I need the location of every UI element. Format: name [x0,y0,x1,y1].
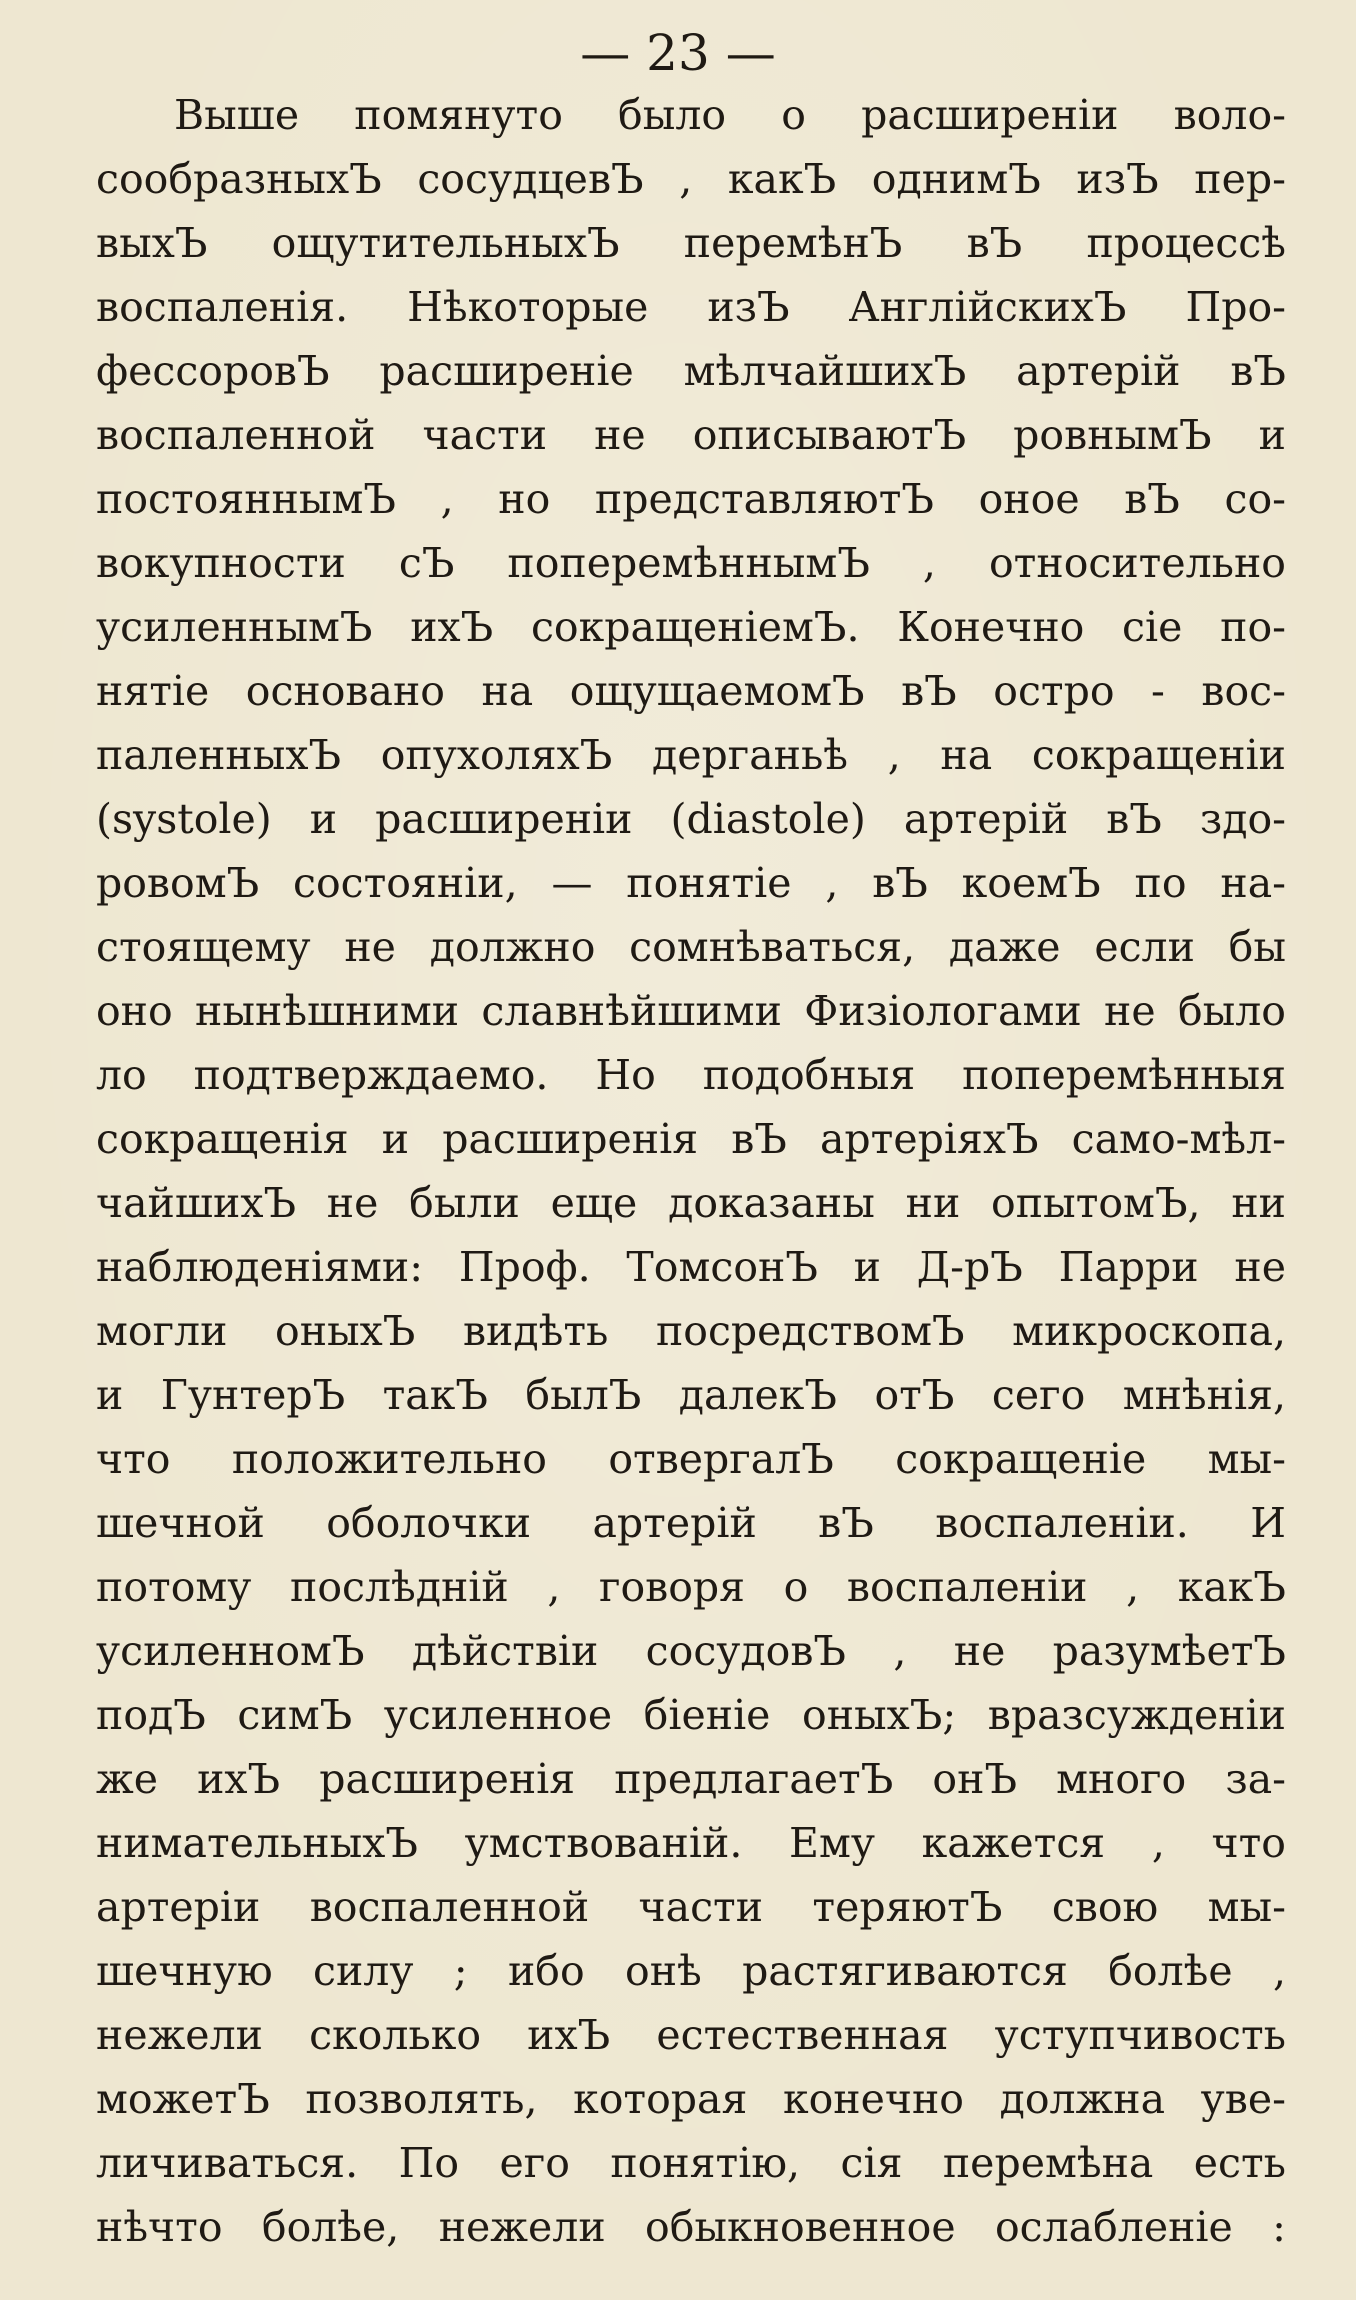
text-line: нежели сколько ихЪ естественная уступчивость [96,2011,1286,2059]
text-line: и ГунтерЪ такЪ былЪ далекЪ отЪ сего мнѣнія, [96,1371,1286,1419]
text-line: сокращенія и расширенія вЪ артеріяхЪ само-мѣл- [96,1115,1286,1163]
text-line: стоящему не должно сомнѣваться, даже если бы [96,923,1286,971]
text-line: сообразныхЪ сосудцевЪ , какЪ однимЪ изЪ пер- [96,155,1286,203]
text-line: нѣчто болѣе, нежели обыкновенное ослабленіе : [96,2203,1286,2251]
text-line: фессоровЪ расширеніе мѣлчайшихЪ артерій вЪ [96,347,1286,395]
text-line: артеріи воспаленной части теряютЪ свою мы- [96,1883,1286,1931]
text-line: выхЪ ощутительныхЪ перемѣнЪ вЪ процессѣ [96,219,1286,267]
text-line: воспаленной части не описываютЪ ровнымЪ и [96,411,1286,459]
body-text [96,83,1286,2259]
text-line: личиваться. По его понятію, сія перемѣна есть [96,2139,1286,2187]
text-line: можетЪ позволять, которая конечно должна уве- [96,2075,1286,2123]
text-line: (systole) и расширеніи (diastole) артерій вЪ здо- [96,795,1286,843]
text-line: постояннымЪ , но представляютЪ оное вЪ со- [96,475,1286,523]
text-line: усиленнымЪ ихЪ сокращеніемЪ. Конечно сіе по- [96,603,1286,651]
text-line: оно нынѣшними славнѣйшими Физіологами не было [96,987,1286,1035]
text-line: шечной оболочки артерій вЪ воспаленіи. И [96,1499,1286,1547]
text-line: усиленномЪ дѣйствіи сосудовЪ , не разумѣетЪ [96,1627,1286,1675]
text-line: чайшихЪ не были еще доказаны ни опытомЪ, ни [96,1179,1286,1227]
text-line: нимательныхЪ умствованій. Ему кажется , что [96,1819,1286,1867]
text-line: потому послѣдній , говоря о воспаленіи , какЪ [96,1563,1286,1611]
page-number-header: — 23 — [580,24,776,82]
text-line: могли оныхЪ видѣть посредствомЪ микроскопа, [96,1307,1286,1355]
text-line: шечную силу ; ибо онѣ растягиваются болѣе , [96,1947,1286,1995]
text-line: что положительно отвергалЪ сокращеніе мы- [96,1435,1286,1483]
text-line: подЪ симЪ усиленное біеніе оныхЪ; вразсужденіи [96,1691,1286,1739]
text-line: ло подтверждаемо. Но подобныя поперемѣнныя [96,1051,1286,1099]
text-line: же ихЪ расширенія предлагаетЪ онЪ много за- [96,1755,1286,1803]
text-line: наблюденіями: Проф. ТомсонЪ и Д-рЪ Парри не [96,1243,1286,1291]
text-line: нятіе основано на ощущаемомЪ вЪ остро - вос- [96,667,1286,715]
text-line: Выше помянуто было о расширеніи воло- [174,91,1286,139]
text-line: ровомЪ состояніи, — понятіе , вЪ коемЪ по на- [96,859,1286,907]
text-line: вокупности сЪ поперемѣннымЪ , относительно [96,539,1286,587]
text-line: паленныхЪ опухоляхЪ дерганьѣ , на сокращеніи [96,731,1286,779]
text-line: воспаленія. Нѣкоторые изЪ АнглійскихЪ Про- [96,283,1286,331]
